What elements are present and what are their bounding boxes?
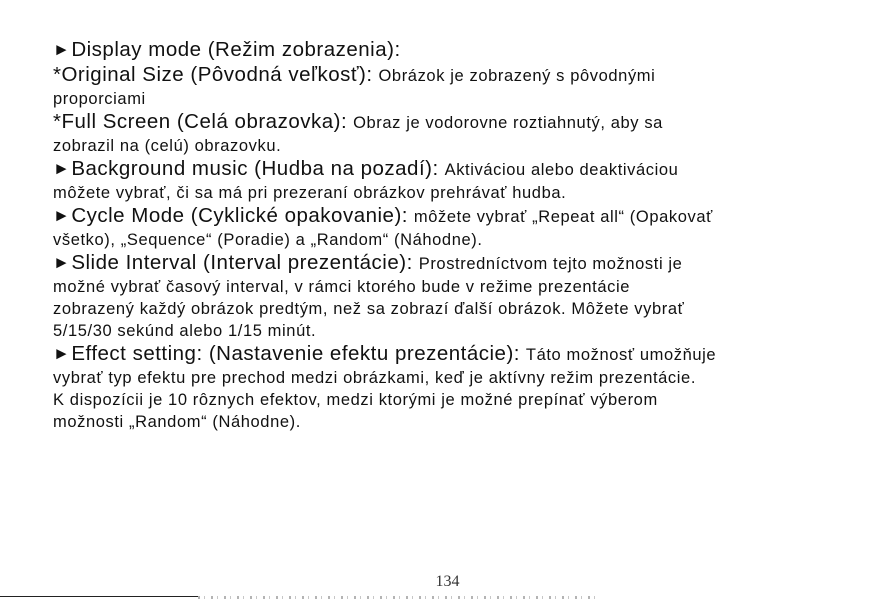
slide-interval-heading: Slide Interval (Interval prezentácie):	[71, 251, 413, 274]
footer-rule	[0, 596, 198, 597]
slide-interval-continuation-1: možné vybrať časový interval, v rámci ktorého bude v režime prezentácie	[53, 278, 631, 296]
slide-interval-continuation-2: zobrazený každý obrázok predtým, než sa zobrazí ďalší obrázok. Môžete vybrať	[53, 300, 685, 318]
original-size-line	[53, 63, 853, 88]
effect-setting-text: Táto možnosť umožňuje	[525, 346, 717, 364]
background-music-text: Aktiváciou alebo deaktiváciou	[444, 161, 679, 179]
effect-setting-continuation-1: vybrať typ efektu pre prechod medzi obrázkami, keď je aktívny režim prezentácie.	[53, 369, 697, 387]
slide-interval-text: Prostredníctvom tejto možnosti je	[418, 255, 683, 273]
page-number: 134	[435, 573, 460, 590]
slide-interval-continuation-3: 5/15/30 sekúnd alebo 1/15 minút.	[53, 322, 317, 340]
background-music-heading: Background music (Hudba na pozadí):	[71, 157, 439, 180]
background-music-continuation: môžete vybrať, či sa má pri prezeraní obrázkov prehrávať hudba.	[53, 184, 567, 202]
display-mode-line	[53, 38, 853, 63]
cycle-mode-text: môžete vybrať „Repeat all“ (Opakovať	[413, 208, 713, 226]
effect-setting-continuation-3: možnosti „Random“ (Náhodne).	[53, 413, 301, 431]
effect-setting-line	[53, 342, 853, 367]
triangle-bullet-icon: ►	[53, 344, 71, 363]
manual-page-content	[53, 38, 853, 433]
background-music-line	[53, 157, 853, 182]
cycle-mode-line	[53, 204, 853, 229]
cycle-mode-heading: Cycle Mode (Cyklické opakovanie):	[71, 204, 408, 227]
triangle-bullet-icon: ►	[53, 253, 71, 272]
full-screen-line	[53, 110, 853, 135]
slide-interval-line	[53, 251, 853, 276]
triangle-bullet-icon: ►	[53, 206, 71, 225]
cycle-mode-continuation: všetko), „Sequence“ (Poradie) a „Random“ (Náhodne).	[53, 231, 483, 249]
original-size-text: Obrázok je zobrazený s pôvodnými	[378, 67, 656, 85]
display-mode-heading: Display mode (Režim zobrazenia):	[71, 38, 401, 61]
effect-setting-heading: Effect setting: (Nastavenie efektu prezentácie):	[71, 342, 520, 365]
effect-setting-continuation-2: K dispozícii je 10 rôznych efektov, medzi ktorými je možné prepínať výberom	[53, 391, 658, 409]
triangle-bullet-icon: ►	[53, 159, 71, 178]
triangle-bullet-icon: ►	[53, 40, 71, 59]
full-screen-continuation: zobrazil na (celú) obrazovku.	[53, 137, 282, 155]
original-size-heading: *Original Size (Pôvodná veľkosť):	[53, 63, 373, 86]
original-size-continuation: proporciami	[53, 90, 146, 108]
full-screen-text: Obraz je vodorovne roztiahnutý, aby sa	[353, 114, 663, 132]
full-screen-heading: *Full Screen (Celá obrazovka):	[53, 110, 348, 133]
